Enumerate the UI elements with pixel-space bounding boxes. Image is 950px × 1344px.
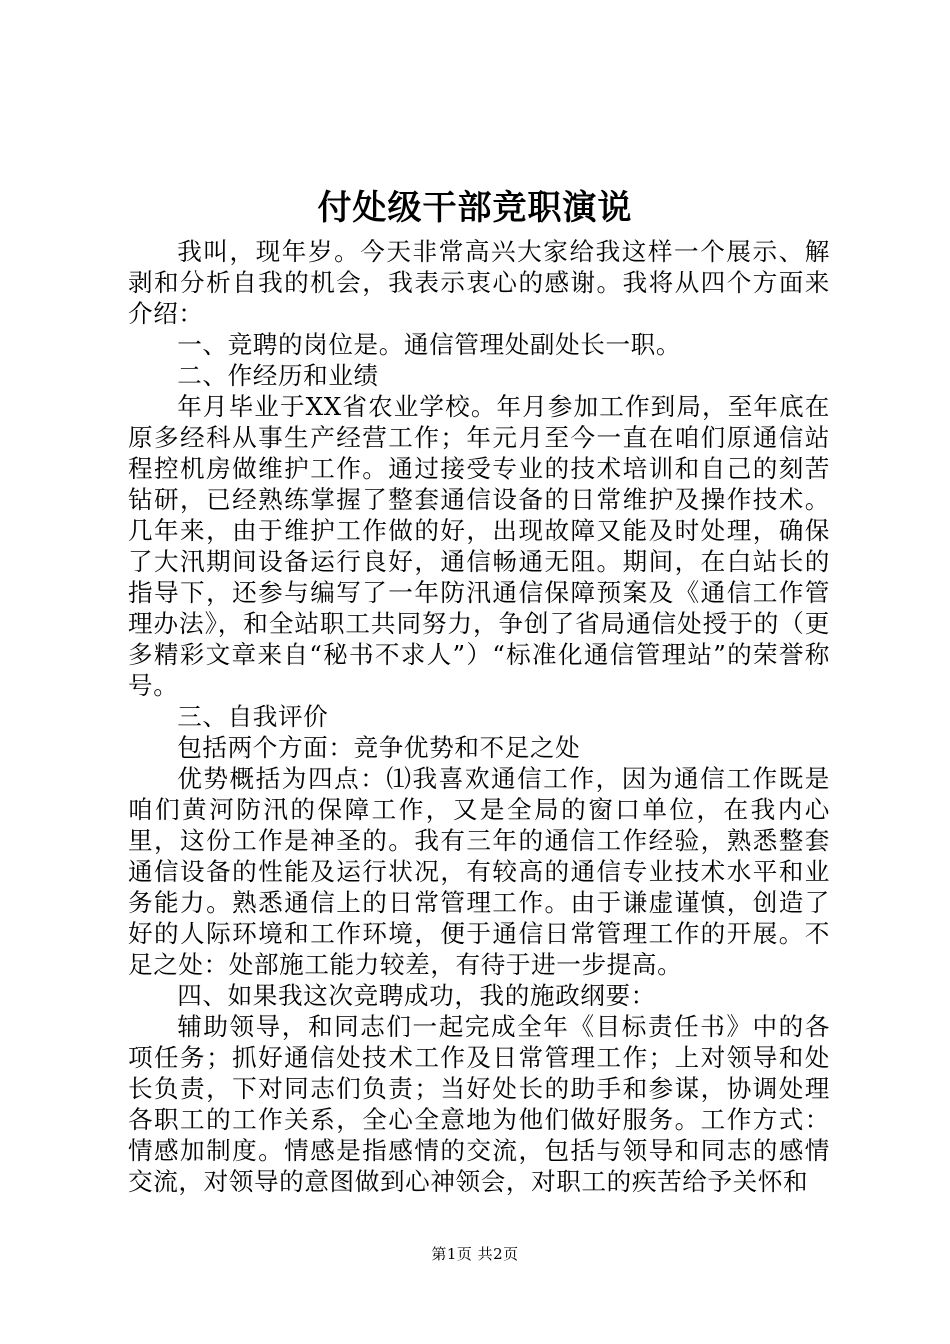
paragraph-intro: 我叫，现年岁。今天非常高兴大家给我这样一个展示、解剥和分析自我的机会，我表示衷心的感谢。我将从四个方面来介绍： <box>128 237 830 328</box>
paragraph-section-4-heading: 四、如果我这次竞聘成功，我的施政纲要： <box>177 981 656 1010</box>
paragraph-evaluation-summary: 包括两个方面：竞争优势和不足之处 <box>177 733 581 762</box>
paragraph-strengths: 优势概括为四点：⑴我喜欢通信工作，因为通信工作既是咱们黄河防汛的保障工作，又是全局的窗口单位，在我内心里，这份工作是神圣的。我有三年的通信工作经验，熟悉整套通信设备的性能及运行状况，有较高的通信专业技术水平和业务能力。熟悉通信上的日常管理工作。由于谦虚谨慎，创造了好的人际环境和工作环境，便于通信日常管理工作的开展。不足之处：处部施工能力较差，有待于进一步提高。 <box>128 764 830 979</box>
document-body <box>128 236 830 1197</box>
paragraph-section-3-heading: 三、自我评价 <box>177 702 329 731</box>
paragraph-section-2-heading: 二、作经历和业绩 <box>177 361 379 390</box>
document-title: 付处级干部竞职演说 <box>317 188 633 228</box>
paragraph-section-1: 一、竞聘的岗位是。通信管理处副处长一职。 <box>177 330 682 359</box>
page-footer: 第1页 共2页 <box>431 1245 519 1263</box>
paragraph-work-history: 年月毕业于XX省农业学校。年月参加工作到局，至年底在原多经科从事生产经营工作；年元月至今一直在咱们原通信站程控机房做维护工作。通过接受专业的技术培训和自己的刻苦钻研，已经熟练掌握了整套通信设备的日常维护及操作技术。几年来，由于维护工作做的好，出现故障又能及时处理，确保了大汛期间设备运行良好，通信畅通无阻。期间，在白站长的指导下，还参与编写了一年防汛通信保障预案及《通信工作管理办法》，和全站职工共同努力，争创了省局通信处授于的（更多精彩文章来自“秘书不求人”）“标准化通信管理站”的荣誉称号。 <box>128 392 830 700</box>
paragraph-plan: 辅助领导，和同志们一起完成全年《目标责任书》中的各项任务；抓好通信处技术工作及日常管理工作；上对领导和处长负责，下对同志们负责；当好处长的助手和参谋，协调处理各职工的工作关系，全心全意地为他们做好服务。工作方式：情感加制度。情感是指感情的交流，包括与领导和同志的感情交流，对领导的意图做到心神领会，对职工的疾苦给予关怀和 <box>128 1012 830 1196</box>
